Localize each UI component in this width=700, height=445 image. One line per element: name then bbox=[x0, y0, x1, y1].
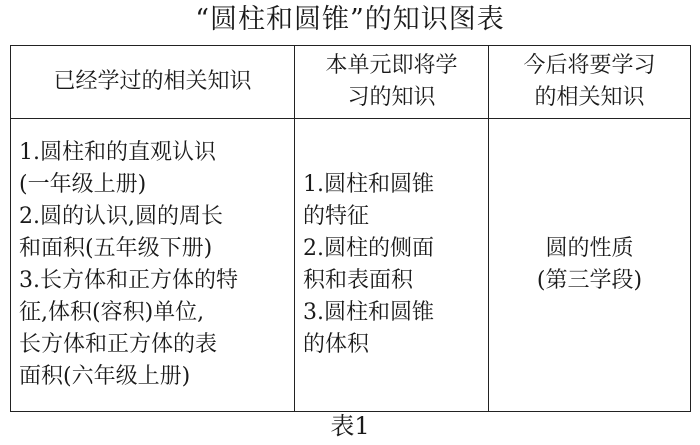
cell-prior-knowledge bbox=[11, 119, 295, 412]
header-line: 本单元即将学 bbox=[325, 53, 458, 78]
cell-line: (一年级上册) bbox=[19, 172, 147, 197]
cell-line: 1.圆柱和圆锥 bbox=[303, 172, 434, 197]
header-line: 习的知识 bbox=[347, 85, 436, 110]
cell-line: 面积(六年级上册) bbox=[19, 364, 191, 389]
header-prior-knowledge bbox=[11, 46, 295, 119]
cell-line: 征,体积(容积)单位, bbox=[19, 300, 205, 325]
cell-line: 3.长方体和正方体的特 bbox=[19, 268, 238, 293]
table-header-row bbox=[11, 46, 691, 119]
cell-line: 2.圆的认识,圆的周长 bbox=[19, 204, 223, 229]
page-title: “圆柱和圆锥”的知识图表 bbox=[195, 4, 505, 35]
cell-line: 2.圆柱的侧面 bbox=[303, 236, 434, 261]
header-line: 已经学过的相关知识 bbox=[53, 69, 252, 94]
cell-future-knowledge bbox=[489, 119, 691, 412]
cell-line: 积和表面积 bbox=[303, 268, 414, 293]
cell-line: 的体积 bbox=[303, 332, 370, 357]
cell-line: (第三学段) bbox=[536, 268, 643, 293]
header-line: 的相关知识 bbox=[534, 85, 645, 110]
header-future-knowledge bbox=[489, 46, 691, 119]
cell-line: 和面积(五年级下册) bbox=[19, 236, 213, 261]
cell-unit-knowledge bbox=[295, 119, 489, 412]
header-unit-knowledge bbox=[295, 46, 489, 119]
header-line: 今后将要学习 bbox=[523, 53, 656, 78]
table-caption: 表1 bbox=[330, 412, 370, 440]
knowledge-table bbox=[10, 45, 691, 412]
cell-line: 的特征 bbox=[303, 204, 370, 229]
cell-line: 1.圆柱和的直观认识 bbox=[19, 140, 216, 165]
cell-line: 圆的性质 bbox=[545, 236, 634, 261]
cell-line: 3.圆柱和圆锥 bbox=[303, 300, 434, 325]
cell-line: 长方体和正方体的表 bbox=[19, 332, 218, 357]
table-row bbox=[11, 119, 691, 412]
